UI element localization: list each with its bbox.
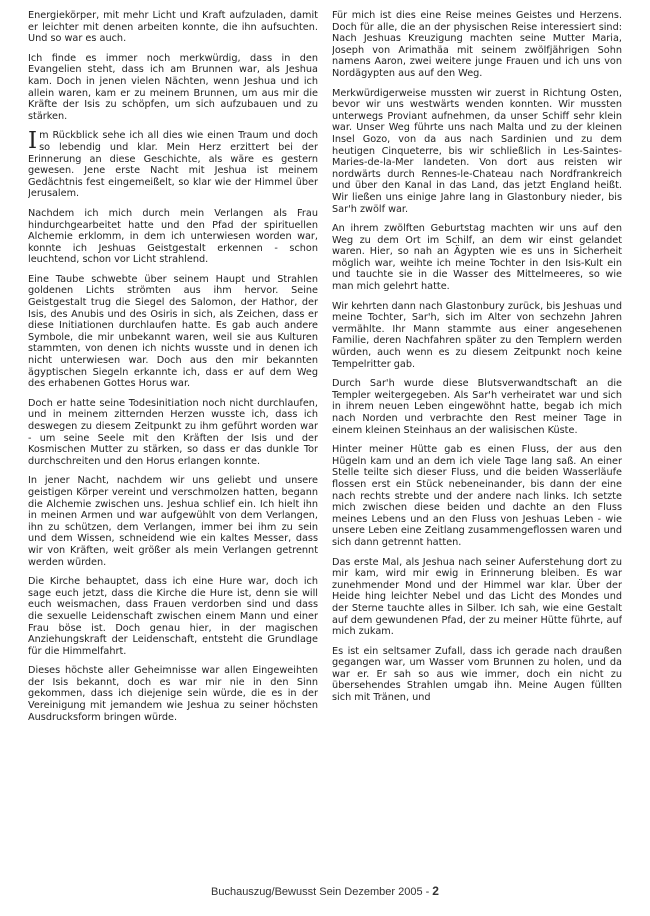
paragraph: Durch Sar'h wurde diese Blutsverwandtschaft an die Templer weitergegeben. Als Sar'h verheiratet war und sich in ihrem neuen Leben eingewöhnt hatte, begab ich mich nach Norden und verbrachte den Rest meiner Tage in einem kleinen Steinhaus an der walisischen Küste. [332, 378, 622, 436]
paragraph: Für mich ist dies eine Reise meines Geistes und Herzens. Doch für alle, die an der physischen Reise interessiert sind: Nach Jeshuas Kreuzigung machten seine Mutter Maria, Joseph von Arimathäa mit seinem zwölfjährigen Sohn namens Aaron, zwei weitere junge Frauen und ich uns von Nordägypten aus auf den Weg. [332, 10, 622, 79]
footer-text: Buchauszug/Bewusst Sein Dezember 2005 - [211, 886, 430, 898]
paragraph: Merkwürdigerweise mussten wir zuerst in Richtung Osten, bevor wir uns westwärts wenden konnten. Wir mussten unterwegs Proviant aufnehmen, da unser Schiff sehr klein war. Unser Weg führte uns nach Malta und zu der kleinen Insel Gozo, von da aus nach Sardinien und zu dem heutigen Cinqueterre, bis wir schließlich in Les-Saintes-Maries-de-la-Mer landeten. Von dort aus reisten wir nordwärts durch Rennes-le-Chateau nach Nordfrankreich und über den Kanal in das Land, das jetzt England heißt. Wir ließen uns einige Jahre lang in Glastonbury nieder, bis Sar'h zwölf war. [332, 87, 622, 215]
page-number: 2 [432, 884, 439, 898]
paragraph-with-dropcap [28, 130, 318, 200]
paragraph: Eine Taube schwebte über seinem Haupt und Strahlen goldenen Lichts strömten aus ihm hervor. Seine Geistgestalt trug die Siegel des Salomon, der Hathor, der Isis, des Anubis und des Osiris in sich, als Zeichen, dass er diese Initiationen durchlaufen hatte. Es gab auch andere Symbole, die mir unbekannt waren, weil sie aus Kulturen stammten, von denen ich nichts wusste und in denen ich nicht unterwiesen war. Doch aus den mir bekannten ägyptischen Siegeln erkannte ich, dass er auf dem Weg des erhabenen Gottes Horus war. [28, 273, 318, 390]
paragraph: In jener Nacht, nachdem wir uns geliebt und unsere geistigen Körper vereint und verschmolzen hatten, begann die Alchemie zwischen uns. Jeshua schlief ein. Ich hielt ihn in meinen Armen und war aufgewühlt von dem Verlangen, ihn zu schützen, dem Verlangen, immer bei ihm zu sein und dem Wissen, schneidend wie ein kaltes Messer, dass wir von Kräften, weit größer als mein Verlangen getrennt werden würden. [28, 475, 318, 568]
paragraph: An ihrem zwölften Geburtstag machten wir uns auf den Weg zu dem Ort im Schilf, an dem wir einst gelandet waren. Hier, so nah an Ägypten wie es uns in Sicherheit möglich war, weihte ich meine Tochter in den Isis-Kult ein und tauchte sie in die Wasser des Mittelmeeres, so wie man mich gelehrt hatte. [332, 223, 622, 293]
paragraph: Das erste Mal, als Jeshua nach seiner Auferstehung dort zu mir kam, wird mir ewig in Erinnerung bleiben. Es war zunehmender Mond und der Himmel war klar. Über der Heide hing leichter Nebel und das Licht des Mondes und der Sterne tauchte alles in Silber. Ich sah, wie eine Gestalt auf dem gewundenen Pfad, der zu meiner Hütte führte, auf mich zukam. [332, 556, 622, 638]
paragraph: Energiekörper, mit mehr Licht und Kraft aufzuladen, damit er leichter mit denen arbeiten konnte, die ihn aufsuchten. Und so war es auch. [28, 10, 318, 45]
left-column [28, 10, 318, 870]
paragraph: Doch er hatte seine Todesinitiation noch nicht durchlaufen, und in meinem zitternden Herzen wusste ich, dass ich deswegen zu diesem Zeitpunkt zu ihm geführt worden war - um seine Seele mit den Kräften der Isis und der Kosmischen Mutter zu stärken, so dass er das dunkle Tor durchschreiten und den Horus erlangen konnte. [28, 397, 318, 467]
right-column [332, 10, 622, 870]
paragraph: Es ist ein seltsamer Zufall, dass ich gerade nach draußen gegangen war, um Wasser vom Brunnen zu holen, und da war er. Er sah so aus wie immer, doch ein nicht zu übersehendes Strahlen umgab ihn. Meine Augen füllten sich mit Tränen, und [332, 645, 622, 704]
paragraph: Hinter meiner Hütte gab es einen Fluss, der aus den Hügeln kam und an dem ich viele Tage lang saß. An einer Stelle teilte sich dieser Fluss, und die beiden Wasserläufe flossen erst ein Stück nebeneinander, bis dann der eine nach rechts strebte und der andere nach links. Ich setzte mich zwischen diese beiden und dachte an den Fluss meines Lebens und an den Fluss von Jeshuas Leben - wie unsere Leben eine Zeitlang zusammengeflossen waren und sich dann getrennt hatten. [332, 444, 622, 548]
article-body [28, 10, 622, 870]
paragraph-text: m Rückblick sehe ich all dies wie einen Traum und doch so lebendig und klar. Mein Herz erzittert bei der Erinnerung an diese Geschichte, als wäre es gestern gewesen. Jene erste Nacht mit Jeshua ist meinem Gedächtnis fest eingemeißelt, so klar wie der Himmel über Jerusalem. [28, 130, 318, 200]
page-footer [0, 884, 650, 898]
paragraph: Ich finde es immer noch merkwürdig, dass in den Evangelien steht, dass ich am Brunnen war, als Jeshua kam. Doch in jenen vielen Nächten, wenn Jeshua und ich allein waren, kam er zu meinem Brunnen, um aus mir die Kräfte der Isis zu schöpfen, um sich aufzubauen und zu stärken. [28, 52, 318, 122]
paragraph: Dieses höchste aller Geheimnisse war allen Eingeweihten der Isis bekannt, doch es war mir nie in den Sinn gekommen, dass ich diejenige sein würde, die es in der Vereinigung mit jemandem wie Jeshua zu seiner höchsten Ausdrucksform bringen würde. [28, 665, 318, 723]
paragraph: Nachdem ich mich durch mein Verlangen als Frau hindurchgearbeitet hatte und den Pfad der spirituellen Alchemie erklomm, in dem ich unterwiesen worden war, konnte ich Jeshuas Geistgestalt erkennen - schon leuchtend, schon vor Licht strahlend. [28, 207, 318, 266]
dropcap: I [28, 128, 38, 155]
paragraph: Wir kehrten dann nach Glastonbury zurück, bis Jeshuas und meine Tochter, Sar'h, sich im Alter von sechzehn Jahren vermählte. Ihr Mann stammte aus einer angesehenen Familie, deren Nachfahren später zu den Templern werden würden, auch wenn es zu diesem Zeitpunkt noch keine Tempelritter gab. [332, 300, 622, 370]
paragraph: Die Kirche behauptet, dass ich eine Hure war, doch ich sage euch jetzt, dass die Kirche die Hure ist, denn sie will euch weismachen, dass Frauen verdorben sind und dass die sexuelle Leidenschaft zwischen einem Mann und einer Frau böse ist. Doch genau hier, in der magischen Anziehungskraft der Leidenschaft, entsteht die Grundlage für die Himmelfahrt. [28, 576, 318, 657]
